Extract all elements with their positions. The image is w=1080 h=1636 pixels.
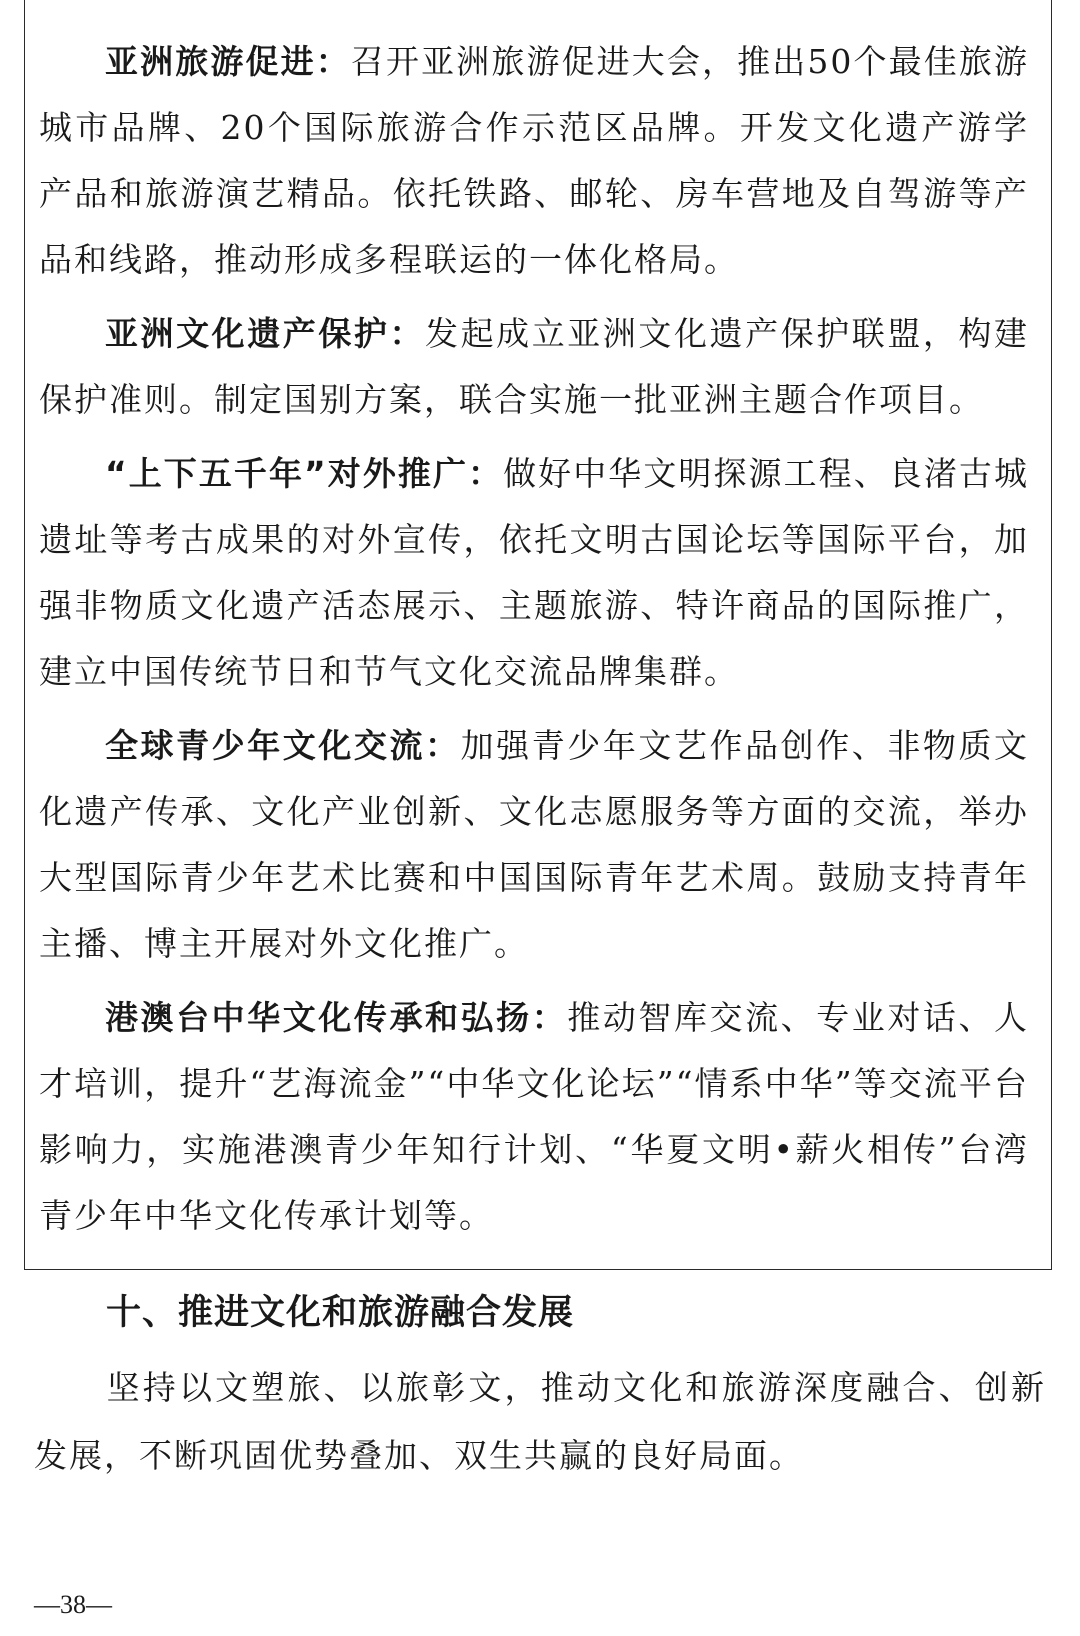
- paragraph-text: 做好中华文明探源工程、良渚古城遗址等考古成果的对外宣传，依托文明古国论坛等国际平台，加强非物质文化遗产活态展示、主题旅游、特许商品的国际推广，建立中国传统节日和节气文化交流品牌集群。: [39, 454, 1029, 691]
- paragraph-text: 加强青少年文艺作品创作、非物质文化遗产传承、文化产业创新、文化志愿服务等方面的交流，举办大型国际青少年艺术比赛和中国国际青年艺术周。鼓励支持青年主播、博主开展对外文化推广。: [39, 726, 1030, 963]
- paragraph-text: 推动智库交流、专业对话、人才培训，提升“艺海流金”“中华文化论坛”“情系中华”等交流平台影响力，实施港澳青少年知行计划、“华夏文明•薪火相传”台湾青少年中华文化传承计划等。: [39, 998, 1030, 1235]
- paragraph-keyword: “上下五千年”对外推广：: [105, 454, 504, 493]
- paragraph-text: 发起成立亚洲文化遗产保护联盟，构建保护准则。制定国别方案，联合实施一批亚洲主题合作项目。: [39, 314, 1030, 419]
- highlight-box: [24, 0, 1052, 1270]
- paragraph-keyword: 全球青少年文化交流：: [105, 726, 461, 765]
- paragraph-text: 召开亚洲旅游促进大会，推出50个最佳旅游城市品牌、20个国际旅游合作示范区品牌。开发文化遗产游学产品和旅游演艺精品。依托铁路、邮轮、房车营地及自驾游等产品和线路，推动形成多程联运的一体化格局。: [39, 42, 1029, 279]
- paragraph-keyword: 港澳台中华文化传承和弘扬：: [105, 998, 568, 1037]
- paragraph-keyword: 亚洲旅游促进：: [105, 42, 351, 81]
- box-paragraph-five-thousand-years: [39, 441, 1029, 705]
- page-number: —38—: [34, 1590, 112, 1619]
- box-paragraph-hk-macao-taiwan: [39, 985, 1029, 1249]
- box-paragraph-youth-exchange: [39, 713, 1029, 977]
- box-paragraph-heritage-protection: [39, 301, 1029, 433]
- section-heading: 十、推进文化和旅游融合发展: [106, 1293, 575, 1333]
- box-paragraph-asia-tourism: [39, 29, 1029, 293]
- section-body-paragraph: 坚持以文塑旅、以旅彰文，推动文化和旅游深度融合、创新发展，不断巩固优势叠加、双生共赢的良好局面。: [34, 1368, 1046, 1475]
- paragraph-keyword: 亚洲文化遗产保护：: [105, 314, 426, 353]
